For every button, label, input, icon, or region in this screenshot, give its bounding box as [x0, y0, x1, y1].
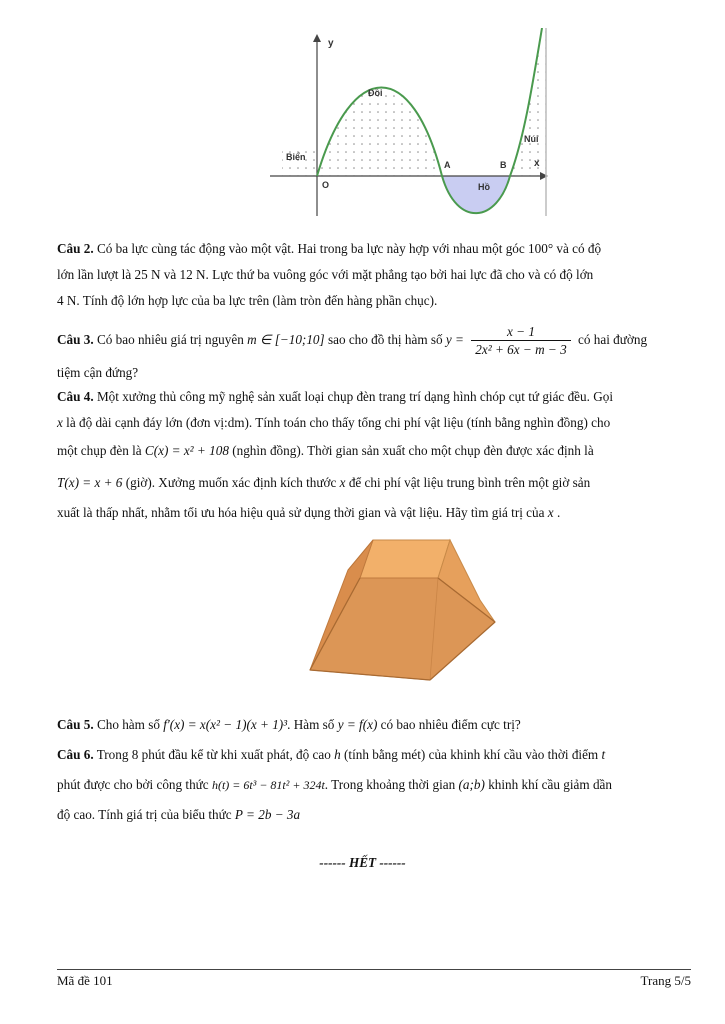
q6-interval: (a;b) — [458, 777, 485, 792]
q4-text-3a: một chụp đèn là — [57, 443, 142, 458]
q4-text-4b: để chi phí vật liệu trung bình trên một giờ sản — [348, 475, 591, 490]
q4-text-5: xuất là thấp nhất, nhằm tối ưu hóa hiệu quả sử dụng thời gian và vật liệu. Hãy tìm giá trị của — [57, 505, 545, 520]
question-3 — [57, 322, 691, 386]
sea-label: Biển — [286, 152, 306, 162]
q4-line-2 — [57, 410, 691, 436]
q4-var-x3: x — [547, 505, 554, 520]
q4-text-1: Một xưởng thủ công mỹ nghệ sản xuất loại chụp đèn trang trí dạng hình chóp cụt tứ giác đều. Gọi — [96, 389, 614, 404]
hill-label: Đồi — [368, 88, 383, 98]
footer-exam-code: Mã đề 101 — [57, 973, 113, 988]
q2-line-3: 4 N. Tính độ lớn hợp lực của ba lực trên (làm tròn đến hàng phần chục). — [57, 293, 438, 308]
q6-math-p: P = 2b − 3a — [234, 807, 301, 822]
terrain-graph — [262, 28, 554, 220]
q3-line-2: tiệm cận đứng? — [57, 365, 139, 380]
q4-text-2: là độ dài cạnh đáy lớn (đơn vị:dm). Tính toán cho thấy tổng chi phí vật liệu (tính bằng nghìn đồng) cho — [66, 415, 611, 430]
q6-math-h: h(t) = 6t³ − 81t² + 324t — [211, 778, 325, 792]
y-axis-label: y — [328, 38, 334, 49]
footer-divider — [57, 969, 691, 970]
q5-math-a: f′(x) = x(x² − 1)(x + 1)³ — [163, 717, 288, 732]
q6-var-h: h — [334, 747, 341, 762]
q3-fraction — [471, 324, 570, 357]
q4-label: Câu 4. — [57, 389, 94, 404]
q4-line-1 — [57, 384, 691, 410]
q6-text-2a: phút được cho bởi công thức — [57, 777, 209, 792]
mountain-label: Núi — [524, 134, 539, 144]
q6-text-2c: khinh khí cầu giảm dần — [488, 777, 612, 792]
point-a-label: A — [444, 160, 451, 170]
q6-label: Câu 6. — [57, 747, 94, 762]
q6-text-2b: . Trong khoảng thời gian — [324, 777, 456, 792]
q4-line-4 — [57, 470, 691, 496]
question-4 — [57, 384, 691, 526]
q6-text-3a: độ cao. Tính giá trị của biểu thức — [57, 807, 232, 822]
q3-text-a: Có bao nhiêu giá trị nguyên — [96, 332, 244, 347]
q5-text-a: Cho hàm số — [96, 717, 160, 732]
q5-label: Câu 5. — [57, 717, 94, 732]
question-5 — [57, 712, 691, 738]
q4-var-x2: x — [339, 475, 346, 490]
question-2 — [57, 236, 691, 314]
q4-text-4a: (giờ). Xưởng muốn xác định kích thước — [125, 475, 337, 490]
q6-line-2 — [57, 772, 691, 798]
q5-line-1 — [57, 712, 691, 738]
end-mark: ------ HẾT ------ — [319, 855, 406, 870]
lake-fill — [442, 176, 510, 213]
q3-denominator: 2x² + 6x − m − 3 — [475, 342, 567, 358]
q3-text-c: có hai đường — [578, 332, 648, 347]
q6-var-t: t — [601, 747, 606, 762]
q4-line-5 — [57, 500, 691, 526]
q2-line-1 — [57, 236, 691, 262]
origin-label: O — [322, 180, 330, 190]
q4-var-x: x — [57, 415, 63, 430]
q5-text-b: . Hàm số — [287, 717, 335, 732]
q3-math-m: m ∈ [−10;10] — [247, 332, 325, 347]
q3-math-y: y = — [445, 332, 464, 347]
q6-text-1a: Trong 8 phút đầu kể từ khi xuất phát, độ cao — [96, 747, 331, 762]
q6-text-1b: (tính bằng mét) của khinh khí cầu vào thời điểm — [344, 747, 599, 762]
q3-label: Câu 3. — [57, 332, 94, 347]
lake-label: Hồ — [478, 182, 490, 192]
question-6 — [57, 742, 691, 828]
q2-line-2: lớn lần lượt là 25 N và 12 N. Lực thứ ba vuông góc với mặt phẳng tạo bởi hai lực đã cho và có độ lớn — [57, 267, 594, 282]
q3-text-b: sao cho đồ thị hàm số — [327, 332, 443, 347]
q5-math-b: y = f(x) — [337, 717, 378, 732]
point-b-label: B — [500, 160, 507, 170]
q4-line-3 — [57, 438, 691, 464]
y-axis-arrow — [313, 34, 321, 42]
q3-line-1 — [57, 322, 691, 358]
q4-math-c: C(x) = x² + 108 — [144, 443, 229, 458]
frustum-top-face — [360, 540, 450, 578]
x-axis-label: x — [534, 158, 540, 169]
q5-text-c: có bao nhiêu điểm cực trị? — [380, 717, 521, 732]
q2-label: Câu 2. — [57, 241, 94, 256]
q4-text-3b: (nghìn đồng). Thời gian sản xuất cho một chụp đèn được xác định là — [232, 443, 594, 458]
mountain-dotted-region — [510, 28, 546, 176]
lamp-shade-frustum-illustration — [300, 530, 510, 690]
q4-math-t: T(x) = x + 6 — [57, 475, 123, 490]
q2-text-1: Có ba lực cùng tác động vào một vật. Hai trong ba lực này hợp với nhau một góc 100° và có độ — [96, 241, 602, 256]
q6-line-1 — [57, 742, 691, 768]
q4-text-5-end: . — [556, 505, 561, 520]
q3-numerator: x − 1 — [471, 324, 570, 341]
q6-line-3 — [57, 802, 691, 828]
footer-page-number: Trang 5/5 — [640, 973, 691, 988]
